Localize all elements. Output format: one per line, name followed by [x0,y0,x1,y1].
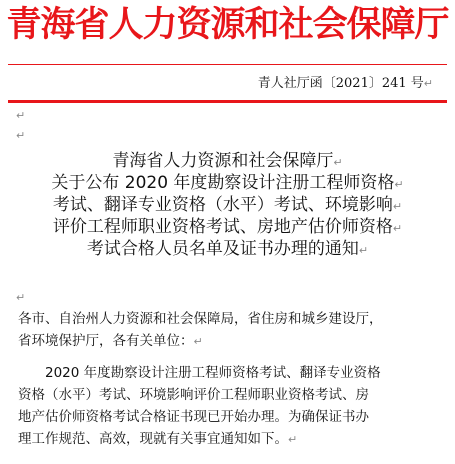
paragraph-mark-icon: ↵ [16,291,26,304]
salutation [18,308,440,352]
paragraph-mark-icon: ↵ [193,335,203,348]
notice-title [0,150,455,260]
paragraph-mark-icon: ↵ [392,200,403,213]
paragraph-mark-icon: ↵ [288,433,298,446]
salutation-line: 各市、自治州人力资源和社会保障局，省住房和城乡建设厅， [18,311,383,327]
document-number-text: 青人社厅函〔2021〕241 号 [257,76,424,91]
salutation-line: 省环境保护厅，各有关单位：↵ [18,333,203,349]
masthead-title: 青海省人力资源和社会保障厅 [6,4,449,45]
body-line: 资格（水平）考试、环境影响评价工程师职业资格考试、房 [18,387,369,403]
body-line: 地产估价师资格考试合格证书现已开始办理。为确保证书办 [18,409,369,425]
title-line: 评价工程师职业资格考试、房地产估价师资格↵ [52,217,403,237]
masthead-rule-thick [8,100,447,103]
paragraph-mark-icon: ↵ [16,129,26,142]
title-line: 考试合格人员名单及证书办理的通知↵ [86,239,369,259]
document-number [258,74,433,94]
paragraph-mark-icon: ↵ [392,222,403,235]
title-line: 关于公布 2020 年度勘察设计注册工程师资格↵ [51,173,404,193]
paragraph-mark-icon: ↵ [16,109,26,122]
paragraph-mark-icon: ↵ [358,244,369,257]
title-line: 考试、翻译专业资格（水平）考试、环境影响↵ [52,195,403,215]
masthead-rule-thin [8,64,447,65]
paragraph-mark-icon: ↵ [333,156,343,169]
title-line: 青海省人力资源和社会保障厅↵ [112,151,343,171]
body-paragraph [18,362,440,450]
paragraph-mark-icon: ↵ [394,178,404,191]
body-line: 理工作规范、高效，现就有关事宜通知如下。↵ [18,431,298,447]
body-line: 2020 年度勘察设计注册工程师资格考试、翻译专业资格 [18,365,381,381]
paragraph-mark-icon: ↵ [423,77,433,90]
